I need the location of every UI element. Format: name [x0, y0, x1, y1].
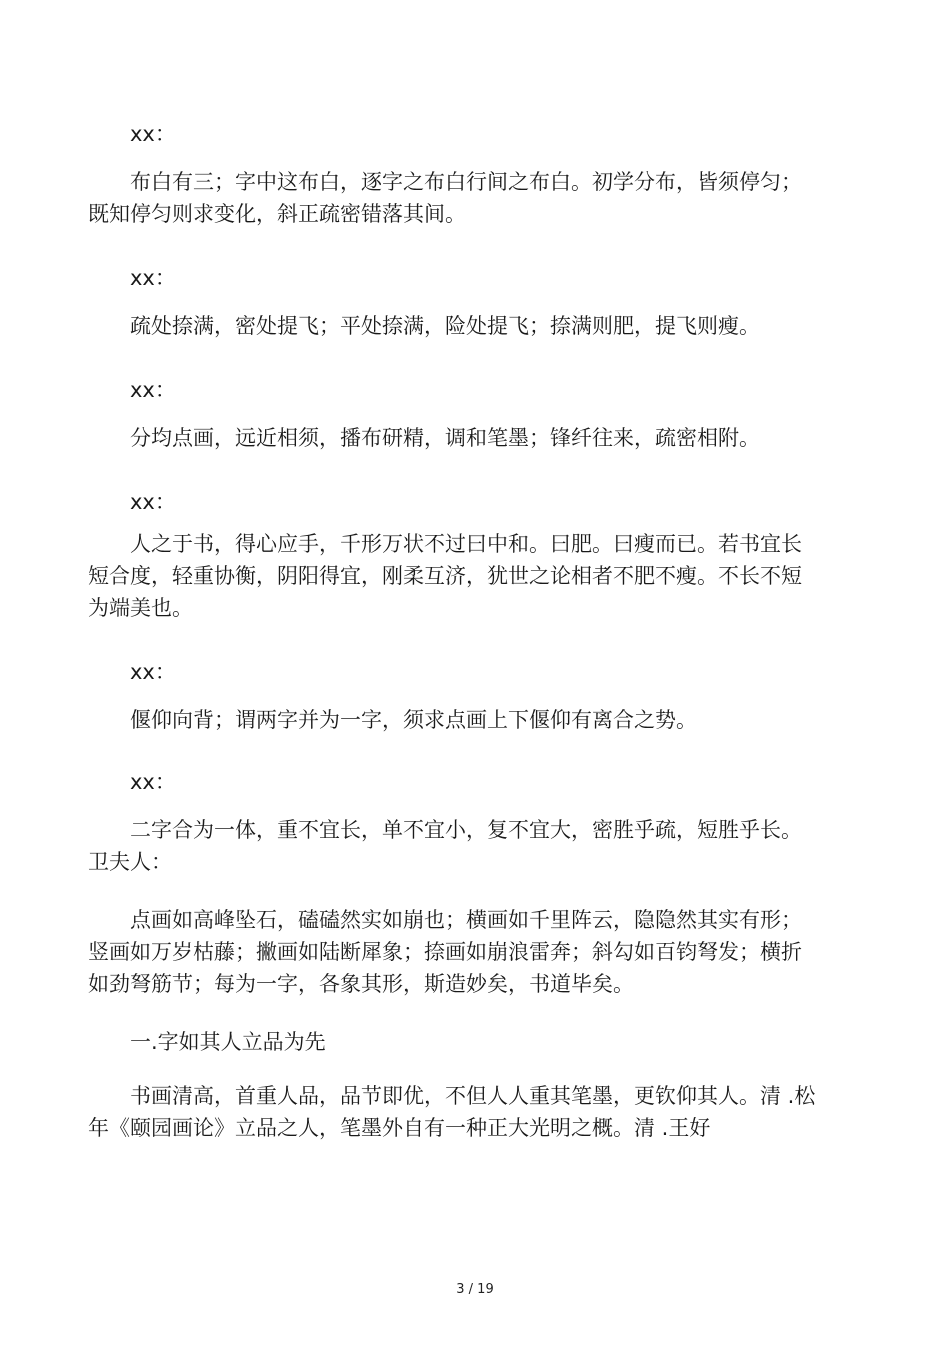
text-line: xx： [130, 266, 176, 290]
text-line: 既知停匀则求变化，斜正疏密错落其间。 [88, 202, 466, 226]
text-line: 年《颐园画论》立品之人，笔墨外自有一种正大光明之概。清 .王好 [88, 1116, 711, 1140]
text-line: 一.字如其人立品为先 [130, 1030, 326, 1054]
text-line: 布白有三；字中这布白，逐字之布白行间之布白。初学分布，皆须停匀； [130, 170, 802, 194]
paragraph [88, 1080, 868, 1144]
page-number: 3 / 19 [456, 1282, 494, 1297]
text-line: 人之于书，得心应手，千形万状不过曰中和。曰肥。曰瘦而已。若书宜长 [130, 532, 802, 556]
paragraph [88, 814, 868, 878]
paragraph [88, 656, 868, 688]
text-line: 疏处捺满，密处提飞；平处捺满，险处提飞；捺满则肥，提飞则瘦。 [130, 314, 760, 338]
paragraph [88, 704, 868, 736]
text-line: 二字合为一体，重不宜长，单不宜小，复不宜大，密胜乎疏，短胜乎长。 [130, 818, 802, 842]
text-line: xx： [130, 378, 176, 402]
paragraph [88, 422, 868, 454]
text-line: xx： [130, 122, 176, 146]
text-line: 点画如高峰坠石，磕磕然实如崩也；横画如千里阵云，隐隐然其实有形； [130, 908, 802, 932]
text-line: 短合度，轻重协衡，阴阳得宜，刚柔互济，犹世之论相者不肥不瘦。不长不短 [88, 564, 802, 588]
paragraph [88, 310, 868, 342]
paragraph [88, 118, 868, 150]
paragraph [88, 1026, 868, 1058]
text-line: 分均点画，远近相须，播布研精，调和笔墨；锋纤往来，疏密相附。 [130, 426, 760, 450]
paragraph [88, 166, 868, 230]
paragraph [88, 374, 868, 406]
text-line: 为端美也。 [88, 596, 193, 620]
text-line: 如劲弩筋节；每为一字，各象其形，斯造妙矣，书道毕矣。 [88, 972, 634, 996]
text-line: xx： [130, 770, 176, 794]
text-line: 卫夫人： [88, 850, 172, 874]
text-line: 偃仰向背；谓两字并为一字，须求点画上下偃仰有离合之势。 [130, 708, 697, 732]
paragraph [88, 486, 868, 518]
text-line: xx： [130, 660, 176, 684]
paragraph [88, 904, 868, 1000]
text-line: xx： [130, 490, 176, 514]
paragraph [88, 528, 868, 624]
paragraph [88, 262, 868, 294]
text-line: 竖画如万岁枯藤；撇画如陆断犀象；捺画如崩浪雷奔；斜勾如百钧弩发；横折 [88, 940, 802, 964]
text-line: 书画清高，首重人品，品节即优，不但人人重其笔墨，更钦仰其人。清 .松 [130, 1084, 816, 1108]
paragraph [88, 766, 868, 798]
